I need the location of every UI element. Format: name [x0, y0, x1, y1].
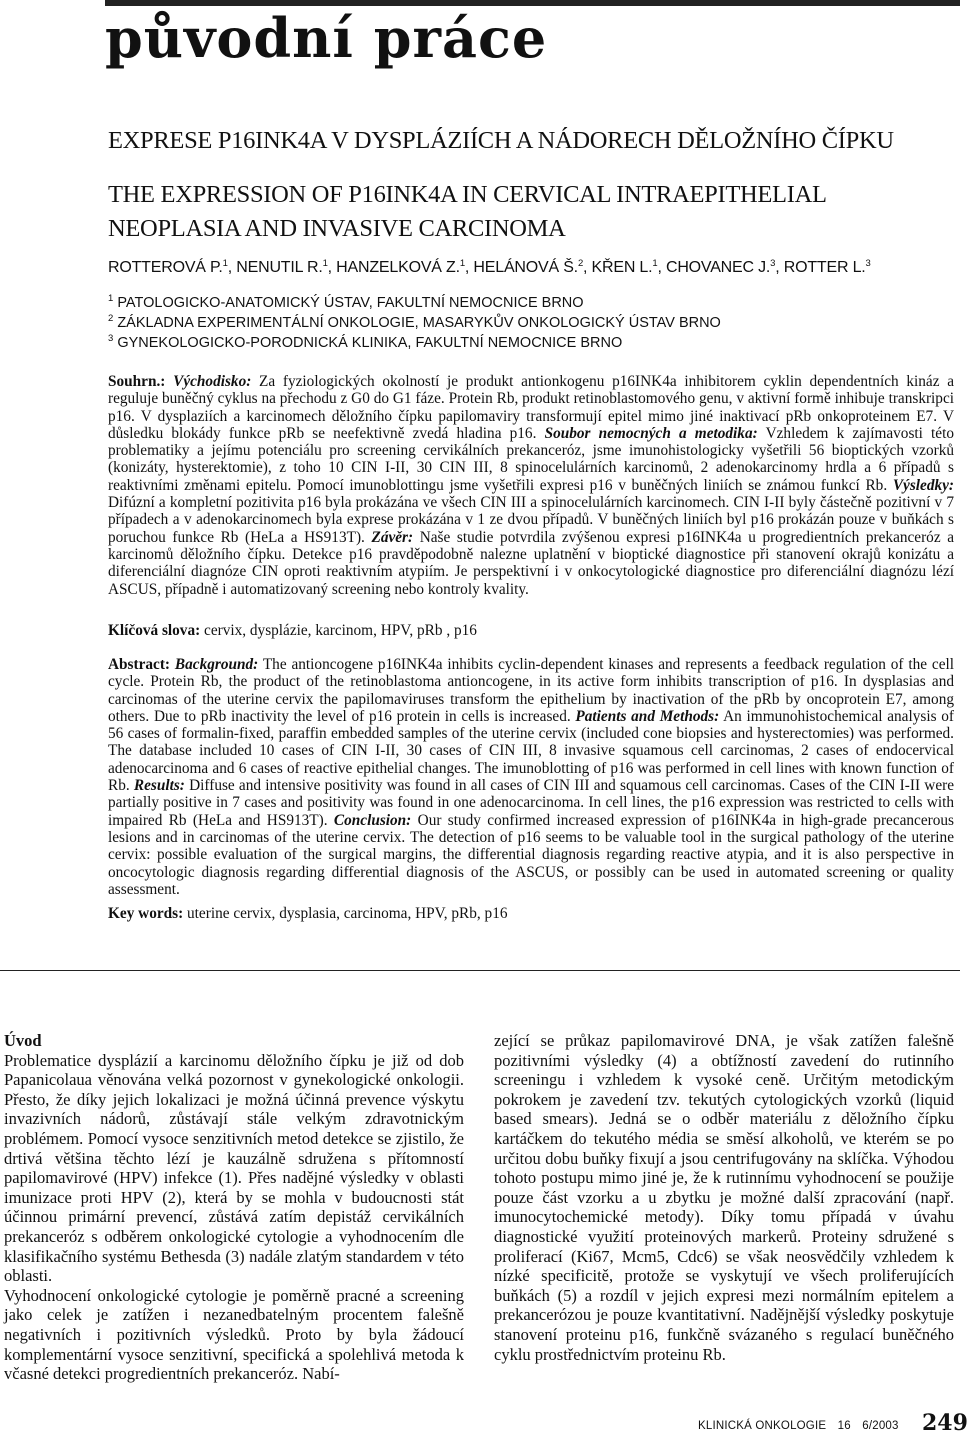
body-paragraph: Problematice dysplázií a karcinomu děložního čípku je již od dob Papanicolaua věnována velká pozornost v gynekologické onkologii. Přesto, že díky jejich lokalizaci je možná účinná prevence výskytu invazivních nádorů, zůstávají stále velkým zdravotnickým problémem. Pomocí vysoce senzitivních metod detekce se zjistilo, že drtivá většina těchto lézí je kauzálně sdružena s přítomností papilomavirové (HPV) infekce (1). Přes nadějné výsledky v oblasti imunizace proti HPV (2), která by se mohla v budoucnosti stát účinnou primární prevencí, zůstává zatím depistáž cervikálních prekanceróz s odběrem onkologické cytologie a vyhodnocením dle klasifikačního systému Bethesda (3) nadále zlatým standardem v této oblasti. — [4, 1050, 464, 1286]
czech-summary — [108, 373, 954, 598]
affiliation-list — [108, 293, 958, 353]
author: ROTTER L. — [783, 259, 866, 276]
abstract-results: Diffuse and intensive positivity was found in all cases of CIN III and squamous cell carcinomas. Cases of the CIN I-II were partially positive in 7 cases and positivity was found in one adenocarcinoma. In cell lines, the p16 expression was restricted to cells with impaired Rb (HeLa and HS913T). — [108, 777, 954, 829]
section-divider — [0, 970, 960, 971]
summary-methods-label: Soubor nemocných a metodika: — [544, 424, 758, 442]
abstract-results-label: Results: — [133, 777, 185, 795]
body-paragraph: Vyhodnocení onkologické cytologie je poměrně pracné a screening jako celek je zatížen i nezanedbatelným procentem falešně negativních i pozitivních výsledků. Proto by byla žádoucí komplementární vysoce senzitivní, specifická a spolehlivá metoda k včasné detekci progredientních prekanceróz. Nabí- — [4, 1285, 464, 1384]
summary-results: Difúzní a kompletní pozitivita p16 byla prokázána ve všech CIN III a spinocelulárních karcinomech. CIN I-II byly částečně pozitivní v 7 případech a v adenokarcinomech byla exprese prokázána v 1 ze dvou případů. V buněčných liniích byl p16 prokázán pouze v buňkách s poruchou funkce Rb (HeLa a HS913T). — [108, 494, 954, 546]
summary-conclusion-label: Závěr: — [371, 528, 414, 546]
abstract-methods: An immunohistochemical analysis of 56 cases of formalin-fixed, paraffin embedded samples of the uterine cervix (included cone biopsies and hysterectomies) was performed. The database included 10 cases of CIN I-II, 30 cases of CIN III, 8 invasive squamous cell carcinomas, 2 cases of endocervical adenocarcinoma and 6 cases of reactive epithelial changes. The imunoblotting of p16 was performed in cell lines with known function of Rb. — [108, 707, 955, 795]
section-title: původní práce — [105, 6, 548, 70]
author: NENUTIL R. — [236, 259, 323, 276]
article-title-english — [108, 178, 948, 246]
body-paragraph: zející se průkaz papilomavirové DNA, je však zatížen falešně pozitivními výsledky (4) a obtížností zavedení do rutinního screeningu i vzhledem k vysoké ceně. Určitým metodickým pokrokem je zavedení tzv. tekutých cytologických vzorků (liquid based smears). Jedná se o odběr materiálu z děložního čípku kartáčkem do tekutého média se směsí alkoholů, ve kterém se po určitou dobu buňky fixují a jsou centrifugovány na sklíčka. Výhodou tohoto postupu mimo jiné je, že k rutinnímu vyhodnocení se použije pouze část vzorku a u zbytku je možné další zpracování (např. imunocytochemické metody). Díky tomu případá v úvahu diagnostické využití proteinových markerů. Proteiny sdružené s proliferací (Ki67, Mcm5, Cdc6) se však neosvědčily vzhledem k nízké specificitě, protože se vyskytují ve všech proliferujících buňkách (5) a rozdíl v jejich expresi mezi normálním epitelem a prekancerózou je pouze kvantitativní. Nadějnější výsledky poskytuje stanovení proteinu p16, funkčně svázaného s regulací buněčného cyklu prostřednictvím proteinu Rb. — [494, 1031, 954, 1364]
article-title-english-line1: THE EXPRESSION OF P16INK4A IN CERVICAL INTRAEPITHELIAL — [108, 181, 827, 208]
summary-label: Souhrn.: — [108, 373, 166, 390]
abstract-conclusion: Our study confirmed increased expression of p16INK4a in high-grade precancerous lesions and in carcinomas of the uterine cervix. The detection of p16 seems to be valuable tool in the surgical pathology of the uterine cervix: possible evaluation of the surgical margins, the differential diagnosis regarding reactive atypia, and it is also perspective in oncocytologic diagnosis regarding differential diagnosis of the ASCUS, or possibly can be used in automated screening or quality assessment. — [108, 811, 954, 898]
abstract-background-label: Background: — [174, 656, 259, 673]
abstract-conclusion-label: Conclusion: — [333, 811, 412, 829]
article-title-english-line2: NEOPLASIA AND INVASIVE CARCINOMA — [108, 215, 566, 242]
affiliation: $^1$ PATOLOGICKO-ANATOMICKÝ ÚSTAV, FAKULTNÍ NEMOCNICE BRNO — [108, 293, 584, 311]
affiliation: $^3$ GYNEKOLOGICKO-PORODNICKÁ KLINIKA, FAKULTNÍ NEMOCNICE BRNO — [108, 333, 623, 351]
summary-background-label: Východisko: — [173, 373, 252, 390]
summary-background: Za fyziologických okolností je produkt antionkogenu p16INK4a inhibitorem cyklin dependentních kináz a reguluje buněčný cyklus na přechodu z G0 do G1 fáze. Protein Rb, produkt retinoblastomového genu, v aktivní formě inhibuje transkripci p16. V dysplaziích a karcinomech děložního čípku papilomaviry transformují epitel mimo jiné inaktivací pRb onkoproteinem E7. V důsledku blokády funkce pRb se neefektivně zvedá hladina p16. — [108, 373, 955, 442]
keywords-text: cervix, dysplázie, karcinom, HPV, pRb , p16 — [204, 622, 477, 639]
author: ROTTEROVÁ P. — [108, 259, 223, 276]
affiliation: $^2$ ZÁKLADNA EXPERIMENTÁLNÍ ONKOLOGIE, MASARYKŮV ONKOLOGICKÝ ÚSTAV BRNO — [108, 313, 721, 331]
abstract-background: The antioncogene p16INK4a inhibits cyclin-dependent kinases and represents a feedback regulation of the cell cycle. Protein Rb, the product of the retinoblastoma antioncogene, in its active form inhibits transcription of p16. In dysplasias and carcinomas of the uterine cervix the papilomaviruses transform the epithelium by inactivation of the pRb by oncoprotein E7, among others. Due to pRb inactivity the level of p16 protein in cells is increased. — [108, 656, 954, 725]
page-number: 249 — [922, 1410, 968, 1436]
abstract-methods-label: Patients and Methods: — [575, 707, 720, 725]
journal-name: KLINICKÁ ONKOLOGIE — [698, 1420, 827, 1432]
summary-methods: Vzhledem k zajímavosti této problematiky a jejímu potenciálu pro screening cervikálních prekanceróz, jsme imunohistologicky vyšetřili 56 bioptických vzorků (konizáty, hysterektomie), z toho 10 CIN I-II, 30 CIN III, 8 spinocelulárních karcinomů, 2 adenokarcinomy hrdla a 6 případů s reaktivními změnami epitelu. Pomocí imunoblottingu jsme vyšetřili expresi p16 v buněčných liniích se známou funkcí Rb. — [108, 424, 954, 494]
author: HANZELKOVÁ Z. — [336, 259, 460, 276]
header-band — [0, 0, 960, 82]
abstract-label: Abstract: — [108, 656, 171, 673]
keywords-label: Key words: — [108, 905, 184, 922]
author: HELÁNOVÁ Š. — [473, 259, 578, 276]
author: KŘEN L. — [591, 259, 653, 276]
summary-results-label: Výsledky: — [892, 476, 954, 494]
keywords-text: uterine cervix, dysplasia, carcinoma, HPV, pRb, p16 — [187, 905, 508, 922]
journal-volume: 16 — [837, 1420, 851, 1432]
intro-heading: Úvod — [4, 1031, 42, 1050]
body-column-left — [4, 1031, 464, 1384]
english-keywords — [108, 905, 954, 922]
english-abstract — [108, 656, 954, 898]
summary-conclusion: Naše studie potvrdila zvýšenou expresi p16INK4a u progredientních prekanceróz a karcinomů děložního čípku. Detekce p16 pravděpodobně nalezne uplatnění v bioptické diagnostice při stanovení okrajů konizátu a diferenciální diagnóze CIN oproti reaktivním atypiím. Je perspektivní i v onkocytologické diagnostice pro diferenciální diagnózu lézí ASCUS, případně i automatizovaný screening nebo kontroly kvality. — [108, 528, 955, 598]
article-title-czech: EXPRESE P16INK4A V DYSPLÁZIÍCH A NÁDORECH DĚLOŽNÍHO ČÍPKU — [108, 127, 894, 154]
keywords-label: Klíčová slova: — [108, 622, 201, 639]
journal-issue: 6/2003 — [862, 1420, 899, 1432]
page-footer — [698, 1420, 907, 1432]
author: CHOVANEC J. — [665, 259, 771, 276]
body-column-right — [494, 1031, 954, 1364]
czech-keywords — [108, 622, 954, 639]
author-list: ROTTEROVÁ P.$^1$, NENUTIL R.$^1$, HANZELKOVÁ Z.$^1$, HELÁNOVÁ Š.$^2$, KŘEN L.$^1$, CHOVANEC J.$^3$, ROTTER L.$^3$ — [108, 258, 871, 276]
